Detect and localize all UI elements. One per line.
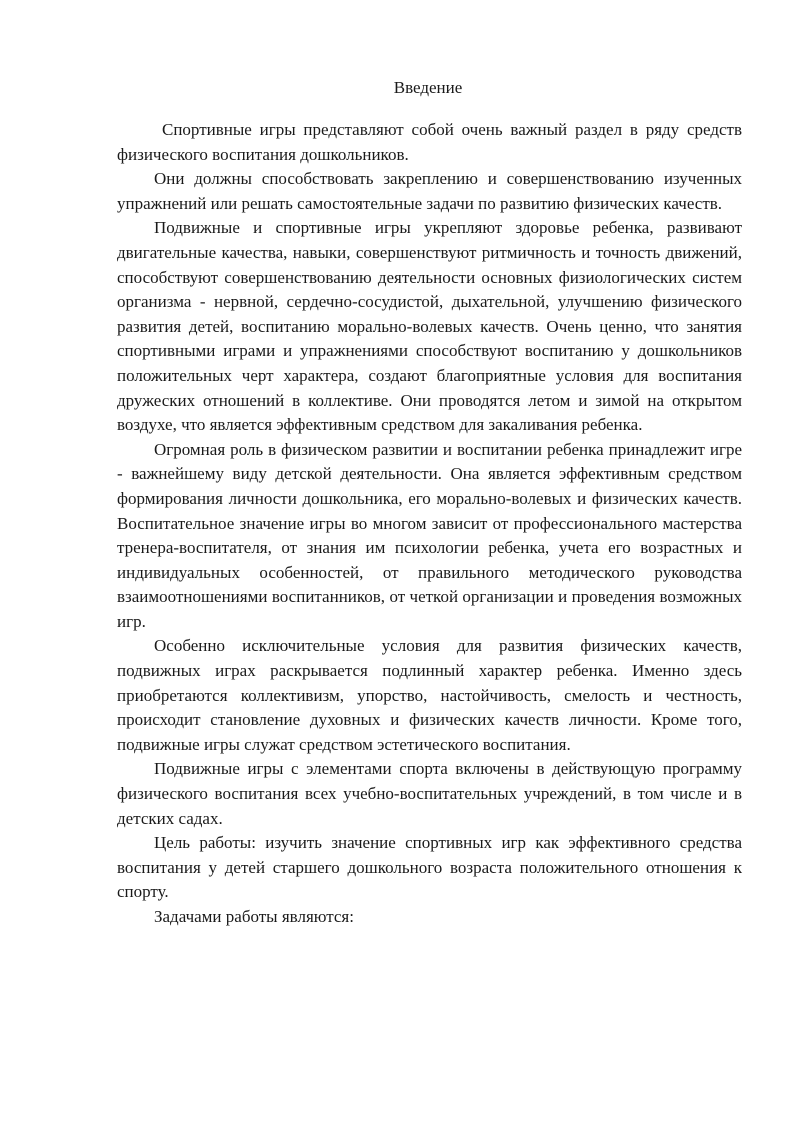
paragraph-character-development: Особенно исключительные условия для развития физических качеств, подвижных играх раскрывается подлинный характер ребенка. Именно здесь приобретаются коллективизм, упорство, настойчивость, смелость и честность, происходит становление духовных и физических качеств личности. Кроме того, подвижные игры служат средством эстетического воспитания. [117,636,742,754]
paragraph-intro: Спортивные игры представляют собой очень важный раздел в ряду средств физического воспитания дошкольников. [117,120,742,164]
paragraph-role-of-play: Огромная роль в физическом развитии и воспитании ребенка принадлежит игре - важнейшему виду детской деятельности. Она является эффективным средством формирования личности дошкольника, его морально-волевых и физических качеств. Воспитательное значение игры во многом зависит от профессионального мастерства тренера-воспитателя, от знания им психологии ребенка, учета его возрастных и индивидуальных особенностей, от правильного методического руководства взаимоотношениями воспитанников, от четкой организации и проведения возможных игр. [117,439,742,631]
document-title: Введение [393,78,463,97]
paragraph-program: Подвижные игры с элементами спорта включены в действующую программу физического воспитания всех учебно-воспитательных учреждений, в том числе и в детских садах. [117,759,742,828]
paragraph-goal: Цель работы: изучить значение спортивных игр как эффективного средства воспитания у детей старшего дошкольного возраста положительного отношения к спорту. [117,833,742,902]
paragraph-tasks: Задачами работы являются: [154,907,354,926]
paragraph-purpose: Они должны способствовать закреплению и совершенствованию изученных упражнений или решать самостоятельные задачи по развитию физических качеств. [117,169,742,213]
paragraph-health-benefits: Подвижные и спортивные игры укрепляют здоровье ребенка, развивают двигательные качества, навыки, совершенствуют ритмичность и точность движений, способствуют совершенствованию деятельности основных физиологических систем организма - нервной, сердечно-сосудистой, дыхательной, улучшению физического развития детей, воспитанию морально-волевых качеств. Очень ценно, что занятия спортивными играми и упражнениями способствуют воспитанию у дошкольников положительных черт характера, создают благоприятные условия для воспитания дружеских отношений в коллективе. Они проводятся летом и зимой на открытом воздухе, что является эффективным средством для закаливания ребенка. [117,218,742,435]
document-body [117,118,742,930]
